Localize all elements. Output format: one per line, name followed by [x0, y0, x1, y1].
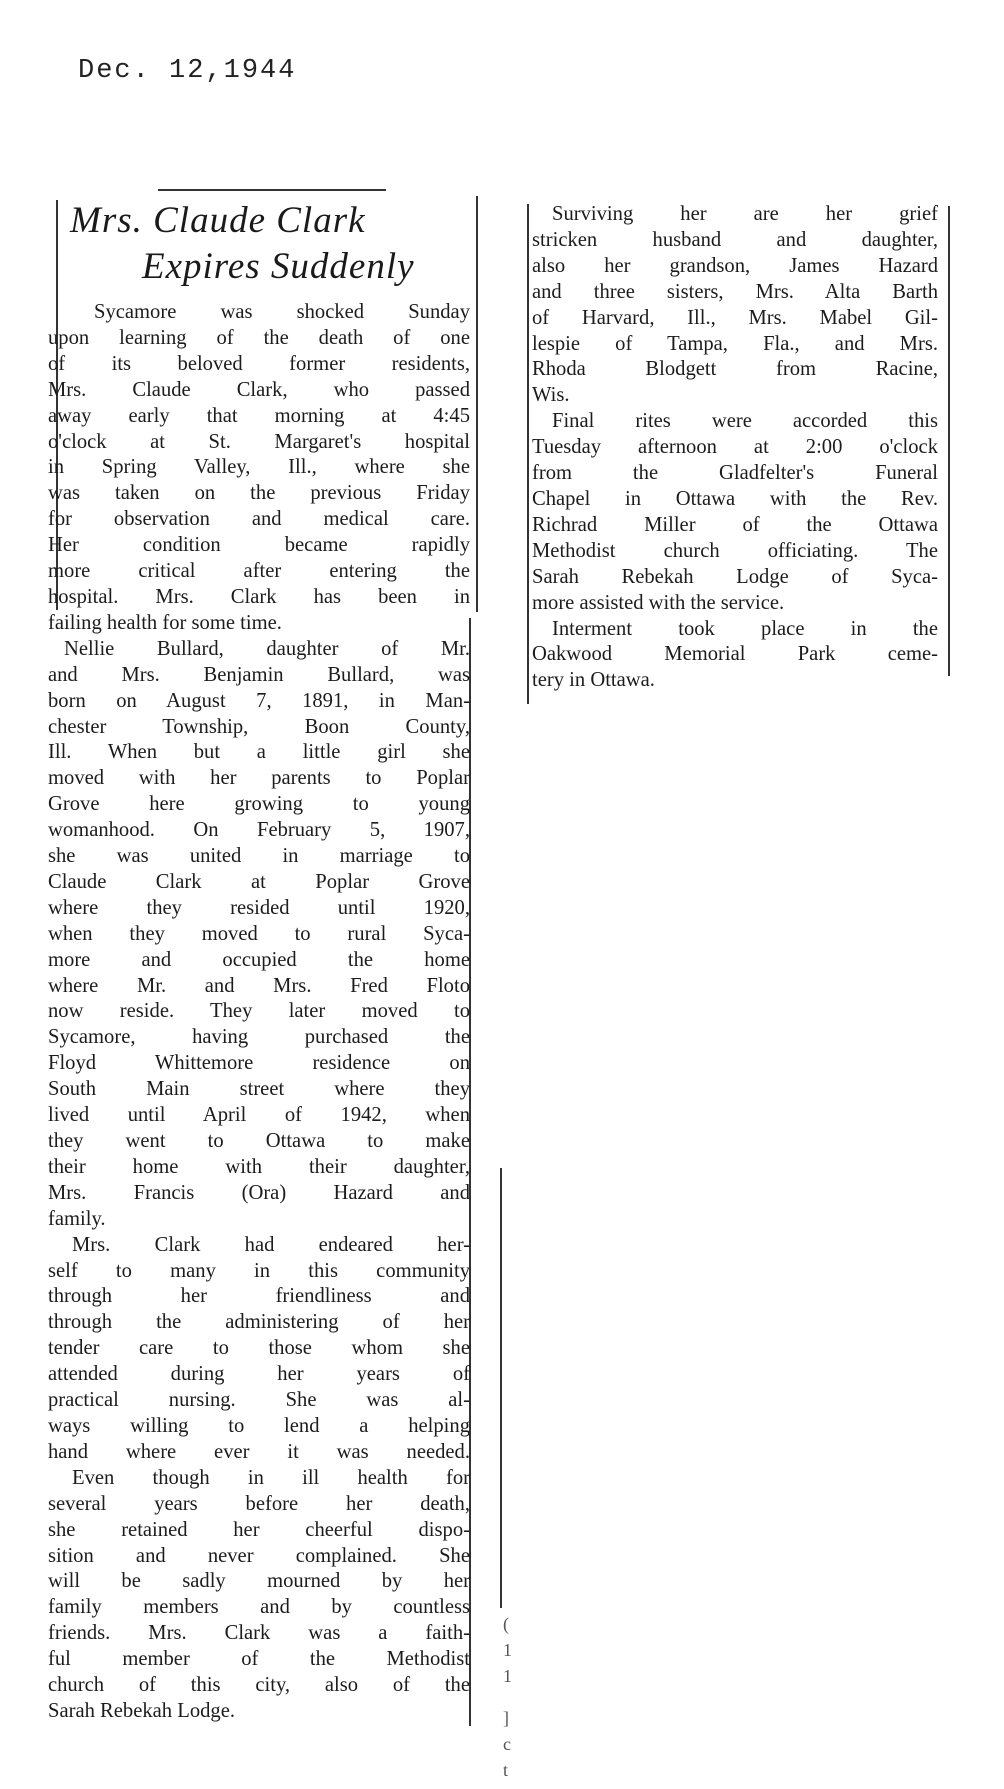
article-line: family. — [48, 1207, 106, 1230]
article-line: Final rites were accorded this — [552, 410, 938, 433]
article-line: lived until April of 1942, when — [48, 1104, 470, 1127]
article-line: attended during her years of — [48, 1363, 470, 1386]
article-line: chester Township, Boon County, — [48, 715, 470, 738]
left-column-text — [48, 300, 470, 1725]
article-line: now reside. They later moved to — [48, 1000, 470, 1023]
article-line: she was united in marriage to — [48, 845, 470, 868]
article-line: moved with her parents to Poplar — [48, 767, 470, 790]
stray-fragment: 1 — [503, 1640, 512, 1660]
article-line: born on August 7, 1891, in Man- — [48, 689, 470, 712]
article-line: through her friendliness and — [48, 1285, 470, 1308]
stray-fragment: ( — [503, 1614, 509, 1634]
article-line: upon learning of the death of one — [48, 326, 470, 349]
article-line: family members and by countless — [48, 1596, 470, 1619]
stray-fragment: ] — [503, 1708, 509, 1728]
article-line: South Main street where they — [48, 1078, 470, 1101]
margin-rule — [500, 1168, 502, 1608]
article-line: they went to Ottawa to make — [48, 1130, 470, 1152]
article-line: practical nursing. She was al- — [48, 1389, 470, 1412]
article-line: ways willing to lend a helping — [48, 1414, 470, 1437]
article-line: in Spring Valley, Ill., where she — [48, 456, 470, 479]
article-line: away early that morning at 4:45 — [48, 404, 470, 427]
article-line: church of this city, also of the — [48, 1674, 470, 1697]
article-line: stricken husband and daughter, — [532, 228, 938, 251]
article-line: was taken on the previous Friday — [48, 482, 470, 505]
article-line: Surviving her are her grief — [552, 203, 938, 225]
article-line: failing health for some time. — [48, 611, 282, 634]
article-line: and three sisters, Mrs. Alta Barth — [532, 280, 938, 303]
headline-top-rule — [158, 189, 386, 191]
article-line: more assisted with the service. — [532, 591, 785, 614]
article-line: Oakwood Memorial Park ceme- — [532, 643, 938, 666]
article-line: Sycamore, having purchased the — [48, 1026, 470, 1049]
article-line: where Mr. and Mrs. Fred Floto — [48, 974, 470, 997]
article-line: also her grandson, James Hazard — [532, 254, 938, 277]
right-article-column — [532, 202, 938, 694]
article-line: of its beloved former residents, — [48, 352, 470, 375]
article-line: Mrs. Francis (Ora) Hazard and — [48, 1181, 470, 1204]
article-line: Mrs. Claude Clark, who passed — [48, 378, 470, 401]
article-line: Ill. When but a little girl she — [48, 741, 470, 764]
article-line: Interment took place in the — [552, 617, 938, 640]
article-line: where they resided until 1920, — [48, 896, 470, 919]
article-line: Even though in ill health for — [72, 1466, 470, 1489]
article-line: through the administering of her — [48, 1311, 470, 1334]
article-line: Sarah Rebekah Lodge. — [48, 1699, 235, 1722]
article-line: womanhood. On February 5, 1907, — [48, 819, 470, 842]
left-column-right-rule — [476, 196, 478, 612]
article-line: self to many in this community — [48, 1259, 470, 1282]
article-line: o'clock at St. Margaret's hospital — [48, 430, 470, 453]
article-line: from the Gladfelter's Funeral — [532, 462, 938, 485]
article-line: ful member of the Methodist — [48, 1648, 470, 1671]
article-line: Grove here growing to young — [48, 793, 470, 816]
article-line: Mrs. Clark had endeared her- — [72, 1233, 470, 1256]
article-line: several years before her death, — [48, 1492, 470, 1515]
stray-fragment: t — [503, 1760, 509, 1780]
article-line: Chapel in Ottawa with the Rev. — [532, 487, 938, 510]
article-line: more critical after entering the — [48, 560, 470, 583]
article-line: lespie of Tampa, Fla., and Mrs. — [532, 332, 938, 355]
article-line: Nellie Bullard, daughter of Mr. — [64, 637, 470, 660]
article-line: when they moved to rural Syca- — [48, 922, 470, 945]
headline-line-2: Expires Suddenly — [142, 246, 415, 287]
article-line: Claude Clark at Poplar Grove — [48, 870, 470, 893]
article-line: their home with their daughter, — [48, 1155, 470, 1178]
headline-line-1: Mrs. Claude Clark — [70, 200, 366, 241]
article-line: Richrad Miller of the Ottawa — [532, 513, 938, 536]
article-line: Wis. — [532, 384, 570, 407]
article-line: she retained her cheerful dispo- — [48, 1518, 470, 1541]
stray-fragment: 1 — [503, 1666, 512, 1686]
article-line: sition and never complained. She — [48, 1544, 470, 1567]
article-line: Rhoda Blodgett from Racine, — [532, 358, 938, 381]
article-line: Methodist church officiating. The — [532, 539, 938, 562]
headline — [48, 198, 470, 290]
article-line: hand where ever it was needed. — [48, 1440, 470, 1463]
stray-fragment: c — [503, 1734, 511, 1754]
article-line: tender care to those whom she — [48, 1337, 470, 1360]
article-line: of Harvard, Ill., Mrs. Mabel Gil- — [532, 306, 938, 329]
article-line: Tuesday afternoon at 2:00 o'clock — [532, 436, 938, 459]
article-line: friends. Mrs. Clark was a faith- — [48, 1622, 470, 1645]
article-line: will be sadly mourned by her — [48, 1570, 470, 1593]
article-line: Sycamore was shocked Sunday — [94, 301, 470, 323]
article-line: Floyd Whittemore residence on — [48, 1052, 470, 1075]
article-line: and Mrs. Benjamin Bullard, was — [48, 663, 470, 686]
date-stamp: Dec. 12,1944 — [78, 56, 297, 86]
article-line: Her condition became rapidly — [48, 534, 470, 557]
right-column-right-rule — [948, 206, 950, 676]
article-line: tery in Ottawa. — [532, 669, 655, 692]
left-article-column — [48, 198, 470, 1725]
article-line: Sarah Rebekah Lodge of Syca- — [532, 565, 938, 588]
article-line: hospital. Mrs. Clark has been in — [48, 585, 470, 608]
article-line: for observation and medical care. — [48, 508, 470, 531]
article-line: more and occupied the home — [48, 948, 470, 971]
right-column-left-rule — [527, 204, 529, 704]
